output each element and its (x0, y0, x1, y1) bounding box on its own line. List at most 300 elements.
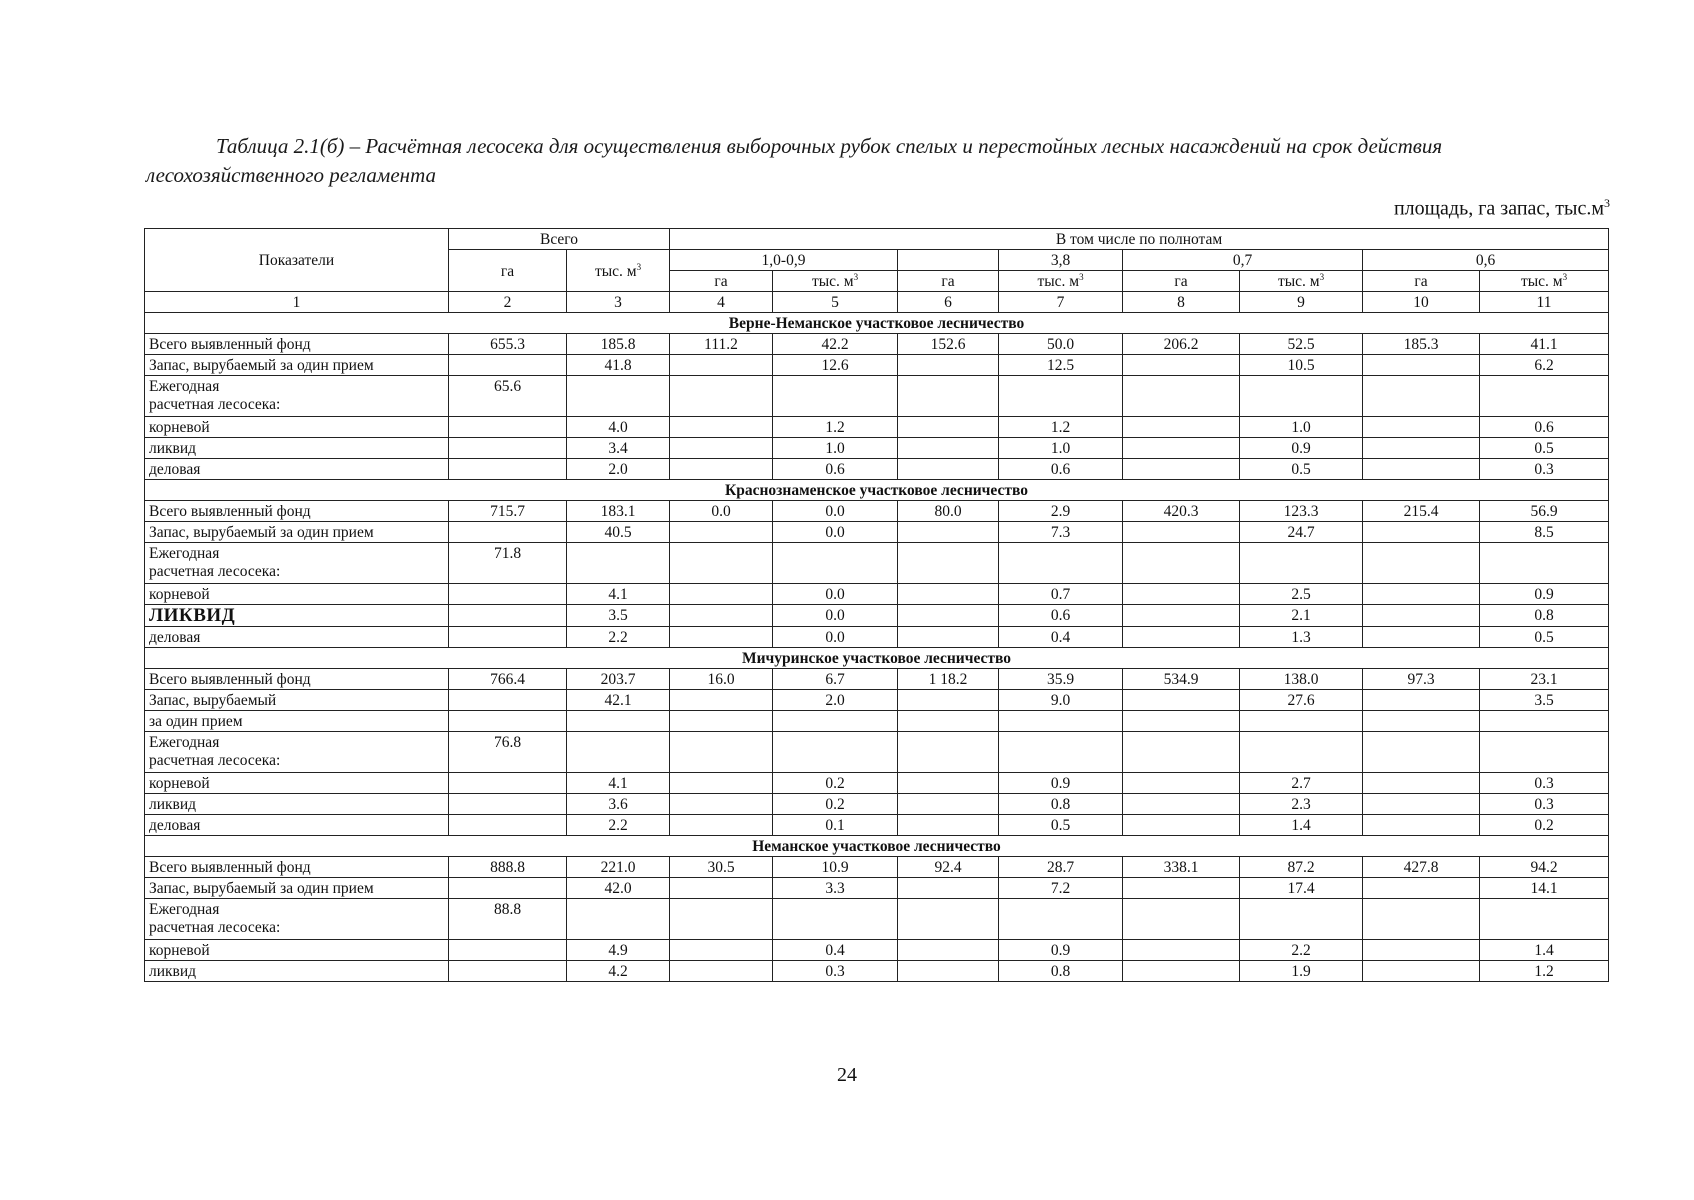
table-cell (670, 627, 773, 648)
header-ga: га (898, 271, 999, 292)
table-cell (1363, 794, 1480, 815)
table-cell (898, 459, 999, 480)
table-cell (1123, 376, 1240, 417)
table-cell: 17.4 (1240, 878, 1363, 899)
header-tys: тыс. $м^3$ (1480, 271, 1609, 292)
table-cell (670, 355, 773, 376)
section-title: Мичуринское участковое лесничество (145, 648, 1609, 669)
table-cell: 185.3 (1363, 334, 1480, 355)
header-incl: В том числе по полнотам (670, 229, 1609, 250)
table-cell (1363, 417, 1480, 438)
table-cell: 65.6 (449, 376, 567, 417)
table-cell (1480, 543, 1609, 584)
table-cell: 138.0 (1240, 669, 1363, 690)
table-cell: 7.3 (999, 522, 1123, 543)
table-cell (1123, 711, 1240, 732)
header-row-1 (145, 229, 1609, 250)
table-cell (898, 584, 999, 605)
table-cell: 655.3 (449, 334, 567, 355)
row-label: Всего выявленный фонд (145, 669, 449, 690)
table-row (145, 940, 1609, 961)
header-ga: га (1123, 271, 1240, 292)
table-cell: 1.0 (773, 438, 898, 459)
column-number: 7 (999, 292, 1123, 313)
table-cell: 2.9 (999, 501, 1123, 522)
header-tys: тыс. $м^3$ (999, 271, 1123, 292)
table-cell (1480, 899, 1609, 940)
table-cell: 2.7 (1240, 773, 1363, 794)
table-cell (670, 438, 773, 459)
table-cell: 9.0 (999, 690, 1123, 711)
table-cell (449, 522, 567, 543)
table-cell (670, 376, 773, 417)
table-cell: 0.1 (773, 815, 898, 836)
table-cell: 87.2 (1240, 857, 1363, 878)
table-cell (449, 711, 567, 732)
table-cell: 2.0 (567, 459, 670, 480)
table-cell (1240, 732, 1363, 773)
table-cell (1480, 711, 1609, 732)
table-row (145, 522, 1609, 543)
table-cell: 888.8 (449, 857, 567, 878)
table-row (145, 584, 1609, 605)
table-cell: 24.7 (1240, 522, 1363, 543)
table-cell (898, 417, 999, 438)
table-cell (670, 711, 773, 732)
table-row (145, 355, 1609, 376)
row-label: Ежегодная расчетная лесосека: (145, 732, 449, 773)
table-cell: 420.3 (1123, 501, 1240, 522)
table-cell (449, 690, 567, 711)
table-cell: 152.6 (898, 334, 999, 355)
table-cell: 0.5 (1480, 438, 1609, 459)
row-label: ЛИКВИД (145, 605, 449, 627)
table-cell: 4.0 (567, 417, 670, 438)
table-cell (1363, 732, 1480, 773)
table-cell: 0.3 (773, 961, 898, 982)
table-cell (1123, 690, 1240, 711)
header-tys: тыс. $м^3$ (773, 271, 898, 292)
table-cell: 23.1 (1480, 669, 1609, 690)
caption-text: Таблица 2.1(б) – Расчётная лесосека для осуществления выборочных рубок спелых и перестойных лесных насаждений на срок действия лесохозяйственного регламента (146, 134, 1443, 187)
row-label: Запас, вырубаемый за один прием (145, 522, 449, 543)
header-total: Всего (449, 229, 670, 250)
table-cell (449, 940, 567, 961)
table-cell (999, 899, 1123, 940)
table-cell (670, 815, 773, 836)
row-label: Ежегодная расчетная лесосека: (145, 543, 449, 584)
table-cell (1363, 711, 1480, 732)
table-cell (1123, 899, 1240, 940)
header-ga: га (1363, 271, 1480, 292)
table-cell (1123, 627, 1240, 648)
table-row (145, 334, 1609, 355)
table-cell (1123, 459, 1240, 480)
table-cell (898, 794, 999, 815)
table-cell (1363, 522, 1480, 543)
table-cell (1123, 438, 1240, 459)
units-note: площадь, га запас, $тыс.м^3$ (1393, 196, 1610, 220)
table-cell (449, 438, 567, 459)
table-cell (567, 899, 670, 940)
table-cell: 3.5 (1480, 690, 1609, 711)
table-cell: 52.5 (1240, 334, 1363, 355)
table-cell (1123, 584, 1240, 605)
table-cell (773, 899, 898, 940)
table-cell: 1.2 (1480, 961, 1609, 982)
table-cell (449, 773, 567, 794)
table-cell: 42.1 (567, 690, 670, 711)
table-cell: 0.3 (1480, 773, 1609, 794)
table-cell (898, 438, 999, 459)
table-cell (449, 459, 567, 480)
table-cell (567, 732, 670, 773)
table-cell: 42.2 (773, 334, 898, 355)
table-cell (1123, 355, 1240, 376)
table-cell: 0.3 (1480, 459, 1609, 480)
table-cell (1363, 605, 1480, 627)
table-row (145, 899, 1609, 940)
table-cell: 0.5 (1480, 627, 1609, 648)
allowable-cut-table (144, 228, 1609, 982)
table-cell (567, 376, 670, 417)
table-cell (1480, 732, 1609, 773)
table-row (145, 605, 1609, 627)
table-cell: 534.9 (1123, 669, 1240, 690)
table-cell: 10.5 (1240, 355, 1363, 376)
table-cell: 4.1 (567, 584, 670, 605)
table-cell: 0.4 (773, 940, 898, 961)
table-cell (898, 815, 999, 836)
table-cell: 0.0 (773, 605, 898, 627)
table-cell: 92.4 (898, 857, 999, 878)
table-cell: 0.8 (999, 794, 1123, 815)
table-cell (1240, 711, 1363, 732)
header-tys: тыс. $м^3$ (1240, 271, 1363, 292)
row-label: Всего выявленный фонд (145, 334, 449, 355)
table-cell: 427.8 (1363, 857, 1480, 878)
table-cell (449, 417, 567, 438)
table-cell (1363, 584, 1480, 605)
table-cell: 2.3 (1240, 794, 1363, 815)
column-number: 10 (1363, 292, 1480, 313)
table-cell: 12.6 (773, 355, 898, 376)
table-cell (670, 878, 773, 899)
table-cell (1363, 355, 1480, 376)
table-cell (449, 627, 567, 648)
table-cell: 12.5 (999, 355, 1123, 376)
table-cell: 71.8 (449, 543, 567, 584)
table-cell: 56.9 (1480, 501, 1609, 522)
table-cell (898, 522, 999, 543)
table-row (145, 711, 1609, 732)
table-cell: 1.2 (999, 417, 1123, 438)
table-row (145, 857, 1609, 878)
table-cell (1123, 605, 1240, 627)
table-cell: 0.6 (999, 605, 1123, 627)
table-cell: 215.4 (1363, 501, 1480, 522)
row-label: ликвид (145, 438, 449, 459)
table-cell: 1.2 (773, 417, 898, 438)
table-cell (999, 711, 1123, 732)
row-label: Запас, вырубаемый (145, 690, 449, 711)
table-cell (999, 543, 1123, 584)
table-cell: 2.2 (1240, 940, 1363, 961)
row-label: деловая (145, 815, 449, 836)
table-cell: 0.9 (999, 773, 1123, 794)
table-cell (670, 961, 773, 982)
row-label: Ежегодная расчетная лесосека: (145, 899, 449, 940)
table-cell: 4.1 (567, 773, 670, 794)
table-row (145, 961, 1609, 982)
table-cell (898, 773, 999, 794)
table-cell: 16.0 (670, 669, 773, 690)
table-cell (1363, 627, 1480, 648)
header-total-tys: тыс. $м^3$ (567, 250, 670, 292)
table-cell (449, 584, 567, 605)
table-cell: 14.1 (1480, 878, 1609, 899)
column-number: 1 (145, 292, 449, 313)
table-cell: 123.3 (1240, 501, 1363, 522)
column-number: 9 (1240, 292, 1363, 313)
section-header-row (145, 480, 1609, 501)
table-cell (1123, 794, 1240, 815)
table-cell (670, 522, 773, 543)
section-title: Верне-Неманское участковое лесничество (145, 313, 1609, 334)
row-label: деловая (145, 459, 449, 480)
table-cell (898, 961, 999, 982)
table-row (145, 543, 1609, 584)
table-cell (1240, 543, 1363, 584)
table-cell (773, 711, 898, 732)
table-cell: 28.7 (999, 857, 1123, 878)
table-cell: 3.5 (567, 605, 670, 627)
table-cell (1123, 878, 1240, 899)
table-cell (898, 899, 999, 940)
column-number: 2 (449, 292, 567, 313)
table-cell (449, 878, 567, 899)
table-cell: 1.0 (1240, 417, 1363, 438)
table-cell: 0.0 (773, 501, 898, 522)
table-cell (773, 543, 898, 584)
table-cell (567, 543, 670, 584)
table-cell (999, 732, 1123, 773)
column-number: 5 (773, 292, 898, 313)
table-cell (1123, 732, 1240, 773)
table-cell (1363, 376, 1480, 417)
row-label: ликвид (145, 794, 449, 815)
table-cell (1363, 690, 1480, 711)
table-cell: 0.9 (1480, 584, 1609, 605)
table-cell: 7.2 (999, 878, 1123, 899)
table-cell: 0.8 (999, 961, 1123, 982)
row-label: корневой (145, 417, 449, 438)
table-cell: 88.8 (449, 899, 567, 940)
column-number: 3 (567, 292, 670, 313)
table-cell: 8.5 (1480, 522, 1609, 543)
table-cell (567, 711, 670, 732)
table-cell (1363, 773, 1480, 794)
table-cell: 0.6 (773, 459, 898, 480)
table-cell: 0.6 (1480, 417, 1609, 438)
column-number: 4 (670, 292, 773, 313)
table-cell: 94.2 (1480, 857, 1609, 878)
table-cell (898, 376, 999, 417)
table-cell (1363, 899, 1480, 940)
table-cell (670, 417, 773, 438)
table-cell: 0.8 (1480, 605, 1609, 627)
table-cell: 183.1 (567, 501, 670, 522)
table-cell: 0.9 (1240, 438, 1363, 459)
table-cell: 0.5 (999, 815, 1123, 836)
column-number: 11 (1480, 292, 1609, 313)
table-cell (670, 773, 773, 794)
table-cell: 76.8 (449, 732, 567, 773)
header-density-3: 0,7 (1123, 250, 1363, 271)
table-cell: 10.9 (773, 857, 898, 878)
table-cell: 2.2 (567, 815, 670, 836)
table-row (145, 417, 1609, 438)
table-row (145, 376, 1609, 417)
table-cell (773, 376, 898, 417)
table-row (145, 794, 1609, 815)
table-cell (670, 690, 773, 711)
table-cell: 1.4 (1480, 940, 1609, 961)
table-cell: 1.4 (1240, 815, 1363, 836)
table-cell: 0.9 (999, 940, 1123, 961)
table-cell (898, 605, 999, 627)
row-label: Всего выявленный фонд (145, 501, 449, 522)
header-density-1: 1,0-0,9 (670, 250, 898, 271)
table-cell (670, 584, 773, 605)
table-cell: 221.0 (567, 857, 670, 878)
table-cell (1363, 438, 1480, 459)
table-cell: 0.0 (773, 584, 898, 605)
table-cell (898, 690, 999, 711)
column-number: 8 (1123, 292, 1240, 313)
table-cell: 0.5 (1240, 459, 1363, 480)
table-cell: 3.6 (567, 794, 670, 815)
table-row (145, 627, 1609, 648)
table-cell: 41.1 (1480, 334, 1609, 355)
table-cell: 42.0 (567, 878, 670, 899)
table-cell: 0.3 (1480, 794, 1609, 815)
table-cell (898, 940, 999, 961)
row-label: деловая (145, 627, 449, 648)
table-cell (1123, 522, 1240, 543)
table-cell (449, 794, 567, 815)
table-row (145, 773, 1609, 794)
row-label: Всего выявленный фонд (145, 857, 449, 878)
table-cell (898, 543, 999, 584)
header-total-ga: га (449, 250, 567, 292)
table-cell: 715.7 (449, 501, 567, 522)
table-cell: 0.4 (999, 627, 1123, 648)
table-row (145, 690, 1609, 711)
row-label: за один прием (145, 711, 449, 732)
table-cell (1240, 376, 1363, 417)
table-cell: 0.2 (1480, 815, 1609, 836)
table-cell: 0.2 (773, 773, 898, 794)
table-cell: 338.1 (1123, 857, 1240, 878)
table-cell (1123, 961, 1240, 982)
table-cell: 1.0 (999, 438, 1123, 459)
table-cell: 0.6 (999, 459, 1123, 480)
table-cell (1363, 459, 1480, 480)
table-cell (898, 732, 999, 773)
table-cell: 0.7 (999, 584, 1123, 605)
table-row (145, 815, 1609, 836)
table-cell: 1.3 (1240, 627, 1363, 648)
table-cell (670, 543, 773, 584)
header-density-4: 0,6 (1363, 250, 1609, 271)
table-cell (449, 815, 567, 836)
table-caption (146, 132, 1616, 190)
table-cell (449, 355, 567, 376)
table-cell: 0.0 (670, 501, 773, 522)
table-cell: 1.9 (1240, 961, 1363, 982)
table-cell (898, 711, 999, 732)
table-cell (1123, 417, 1240, 438)
table-cell (1480, 376, 1609, 417)
table-row (145, 732, 1609, 773)
table-cell: 0.0 (773, 522, 898, 543)
table-cell: 111.2 (670, 334, 773, 355)
table-row (145, 501, 1609, 522)
row-label: ликвид (145, 961, 449, 982)
section-header-row (145, 836, 1609, 857)
table-cell (670, 459, 773, 480)
section-header-row (145, 648, 1609, 669)
table-cell (1123, 543, 1240, 584)
table-cell: 4.9 (567, 940, 670, 961)
table-cell: 41.8 (567, 355, 670, 376)
table-cell: 3.4 (567, 438, 670, 459)
row-label: корневой (145, 584, 449, 605)
table-cell: 2.0 (773, 690, 898, 711)
table-cell: 0.0 (773, 627, 898, 648)
header-indicators: Показатели (145, 229, 449, 292)
table-cell: 1 18.2 (898, 669, 999, 690)
table-cell (1363, 940, 1480, 961)
table-cell (670, 605, 773, 627)
section-title: Неманское участковое лесничество (145, 836, 1609, 857)
table-cell: 97.3 (1363, 669, 1480, 690)
table-cell (773, 732, 898, 773)
table-cell (1240, 899, 1363, 940)
table-cell (1363, 961, 1480, 982)
row-label: Ежегодная расчетная лесосека: (145, 376, 449, 417)
table-row (145, 669, 1609, 690)
table-cell (898, 627, 999, 648)
table-row (145, 438, 1609, 459)
table-cell: 0.2 (773, 794, 898, 815)
table-cell: 4.2 (567, 961, 670, 982)
table-cell (449, 605, 567, 627)
table-cell (898, 878, 999, 899)
table-cell: 2.5 (1240, 584, 1363, 605)
table-cell: 206.2 (1123, 334, 1240, 355)
table-cell: 50.0 (999, 334, 1123, 355)
table-cell: 2.1 (1240, 605, 1363, 627)
section-header-row (145, 313, 1609, 334)
table-cell (1363, 543, 1480, 584)
header-density-2 (898, 250, 999, 271)
table-cell: 6.2 (1480, 355, 1609, 376)
table-cell (670, 732, 773, 773)
table-cell: 3.3 (773, 878, 898, 899)
table-cell: 203.7 (567, 669, 670, 690)
